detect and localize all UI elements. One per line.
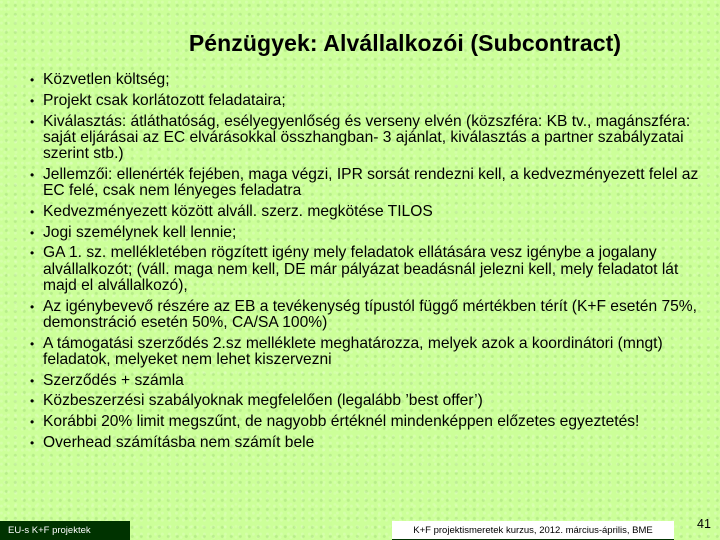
bullet-text: Jogi személynek kell lennie;: [43, 223, 237, 241]
bullet-text: Overhead számításba nem számít bele: [43, 433, 315, 451]
bullet-marker: •: [30, 394, 35, 409]
bullet-item: [30, 225, 702, 241]
bullet-text: Korábbi 20% limit megszűnt, de nagyobb értéknél mindenképpen előzetes egyeztetés!: [43, 413, 640, 431]
bullet-marker: •: [30, 415, 35, 430]
bullet-marker: •: [30, 204, 35, 219]
bullet-text: GA 1. sz. mellékletében rögzített igény mely feladatok ellátására vesz igénybe a jogalany alvállalkozót; (váll. maga nem kell, DE már pályázat beadásnál jelezni kell, mely feladatot lát majd el alvállalkozó),: [43, 244, 679, 294]
bullet-item: [30, 114, 702, 163]
bullet-marker: •: [30, 225, 35, 240]
bullet-marker: •: [30, 299, 35, 314]
bullet-marker: •: [30, 167, 35, 182]
bullet-item: [30, 93, 702, 109]
bullet-text: Kedvezményezett között alváll. szerz. megkötése TILOS: [43, 202, 433, 220]
bullet-text: Projekt csak korlátozott feladataira;: [43, 91, 286, 109]
bullet-text: Szerződés + számla: [43, 371, 184, 389]
bullet-text: Közbeszerzési szabályoknak megfelelően (legalább ’best offer’): [43, 392, 483, 410]
bullet-text: Jellemzői: ellenérték fejében, maga végzi, IPR sorsát rendezni kell, a kedvezményezett felel az EC felé, csak nem lényeges feladatra: [43, 165, 699, 199]
bullet-text: Közvetlen költség;: [43, 71, 170, 88]
bullet-marker: •: [30, 114, 35, 129]
footer-course-label: EU-s K+F projektek: [0, 521, 130, 540]
page-number: 41: [697, 517, 711, 531]
bullet-marker: •: [30, 336, 35, 351]
bullet-marker: •: [30, 93, 35, 108]
bullet-item: [30, 204, 702, 220]
bullet-item: [30, 435, 702, 451]
bullet-marker: •: [30, 435, 35, 450]
bullet-text: Kiválasztás: átláthatóság, esélyegyenlőség és verseny elvén (közszféra: KB tv., magánszféra: saját eljárásai az EC elvárásokkal összhangban- 3 ajánlat, kiválasztás a partner szabályzatai szerint stb.): [43, 112, 691, 162]
bullet-item: [30, 414, 702, 430]
bullet-item: [30, 393, 702, 409]
bullet-item: [30, 72, 702, 88]
bullet-text: A támogatási szerződés 2.sz melléklete meghatározza, melyek azok a koordinátori (mngt) feladatok, melyeket nem lehet kiszervezni: [43, 334, 663, 368]
bullet-marker: •: [30, 373, 35, 388]
bullet-item: [30, 336, 702, 368]
footer-course-info: K+F projektismeretek kurzus, 2012. március-április, BME: [392, 521, 674, 540]
bullet-item: [30, 299, 702, 331]
bullet-text: Az igénybevevő részére az EB a tevékenység típustól függő mértékben térít (K+F esetén 75%, demonstráció esetén 50%, CA/SA 100%): [43, 297, 698, 331]
bullet-item: [30, 245, 702, 294]
slide-title: Pénzügyek: Alvállalkozói (Subcontract): [188, 30, 622, 56]
bullet-item: [30, 373, 702, 389]
bullet-marker: •: [30, 246, 35, 261]
bullet-list: [30, 72, 702, 456]
bullet-item: [30, 167, 702, 199]
bullet-marker: •: [30, 73, 35, 87]
